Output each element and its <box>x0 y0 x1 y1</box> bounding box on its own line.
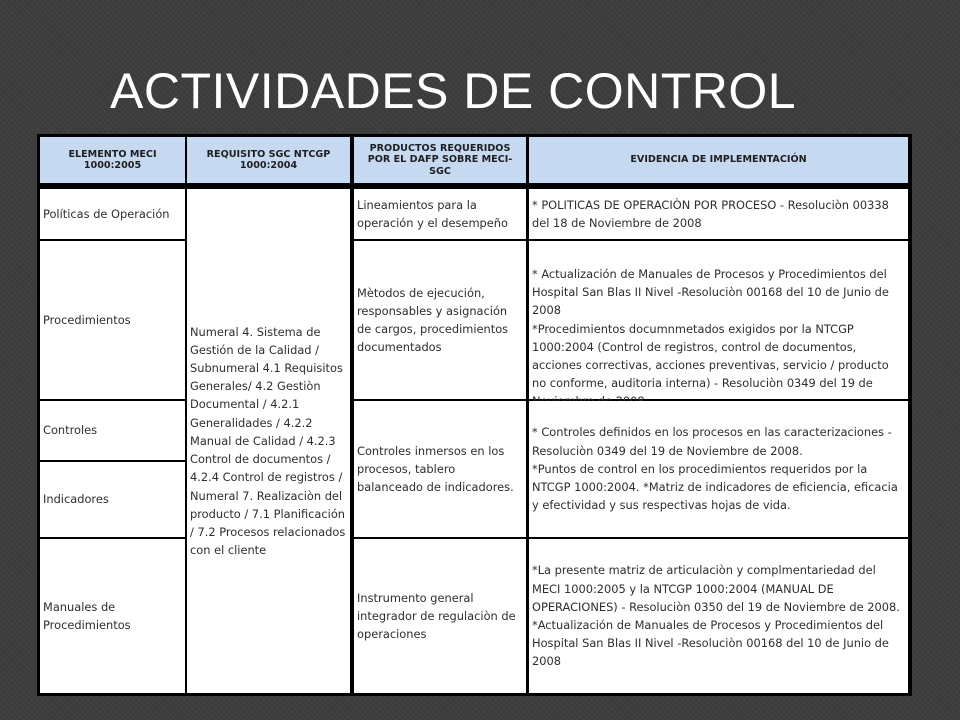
element-indicadores <box>40 462 185 537</box>
header-requisito-sgc <box>187 137 350 183</box>
evidencia-label: * POLITICAS DE OPERACIÒN POR PROCESO - Resoluciòn 00338 del 18 de Noviembre de 2008 <box>532 197 889 230</box>
evidencia-manuales <box>529 539 908 693</box>
element-label: Manuales de Procedimientos <box>43 599 131 632</box>
element-politicas <box>40 189 185 239</box>
producto-label: Instrumento general integrador de regulaciòn de operaciones <box>357 590 516 642</box>
meci-sgc-table <box>37 134 912 696</box>
header-label: ELEMENTO MECI 1000:2005 <box>68 148 157 171</box>
evidencia-label: * Controles definidos en los procesos en las caracterizaciones - Resoluciòn 0349 del 19 de Noviembre de 2008. <box>532 425 892 458</box>
element-label: Políticas de Operación <box>43 206 170 221</box>
header-productos-dafp <box>354 137 526 183</box>
requisito-label: Numeral 4. Sistema de Gestión de la Calidad / Subnumeral 4.1 Requisitos Generales/ 4.2 Gestiòn Documental / 4.2.1 Generalidades / 4.2.2 Manual de Calidad / 4.2.3 Control de documentos / 4.2.4 Control de registros / Numeral 7. Realizaciòn del producto / 7.1 Planificación / 7.2 Procesos relacionados con el cliente <box>190 324 346 558</box>
evidencia-controles-indicadores <box>529 401 908 537</box>
element-manuales <box>40 539 185 693</box>
header-label: PRODUCTOS REQUERIDOS POR EL DAFP SOBRE MECI-SGC <box>367 142 513 177</box>
producto-label: Mètodos de ejecución, responsables y asignación de cargos, procedimientos documentados <box>357 285 509 355</box>
element-label: Indicadores <box>43 492 109 507</box>
producto-metodos <box>354 241 526 399</box>
header-evidencia <box>529 137 908 183</box>
evidencia-politicas <box>529 189 908 239</box>
header-label: EVIDENCIA DE IMPLEMENTACIÓN <box>630 154 807 166</box>
producto-instrumento <box>354 539 526 693</box>
header-elemento-meci <box>40 137 185 183</box>
slide-title: ACTIVIDADES DE CONTROL <box>110 63 797 119</box>
producto-controles <box>354 401 526 537</box>
element-label: Controles <box>43 423 98 438</box>
producto-lineamientos <box>354 189 526 239</box>
evidencia-label: *Procedimientos documnmetados exigidos por la NTCGP 1000:2004 (Control de registros, control de documentos, acciones correctivas, acciones preventivas, servicio / producto no conforme, auditoria interna) - Resoluciòn 0349 del 19 de <box>532 321 889 391</box>
producto-label: Controles inmersos en los procesos, tablero balanceado de indicadores. <box>357 443 514 495</box>
evidencia-label: *La presente matriz de articulaciòn y complmentariedad del MECI 1000:2005 y la NTCGP 1000:2004 (MANUAL DE OPERACIONES) - Resoluciòn 0350 del 19 de Noviembre de 2008. <box>532 563 900 614</box>
header-label: REQUISITO SGC NTCGP 1000:2004 <box>206 148 331 171</box>
evidencia-label: *Puntos de control en los procedimientos requeridos por la NTCGP 1000:2004. *Matriz de indicadores de eficiencia, eficacia y efectividad y sus respectivas hojas de vida. <box>532 461 898 513</box>
requisito-sgc-text <box>187 189 350 693</box>
evidencia-procedimientos <box>529 241 908 399</box>
element-controles <box>40 401 185 460</box>
producto-label: Lineamientos para la operación y el desempeño <box>357 197 508 230</box>
element-label: Procedimientos <box>43 312 131 327</box>
evidencia-label: *Actualización de Manuales de Procesos y Procedimientos del Hospital San Blas II Nivel -Resoluciòn 00168 del 10 de Junio de 2008 <box>532 618 889 669</box>
element-procedimientos <box>40 241 185 399</box>
evidencia-label: * Actualización de Manuales de Procesos y Procedimientos del Hospital San Blas II Nivel -Resoluciòn 00168 del 10 de Junio de 2008 <box>532 267 889 318</box>
